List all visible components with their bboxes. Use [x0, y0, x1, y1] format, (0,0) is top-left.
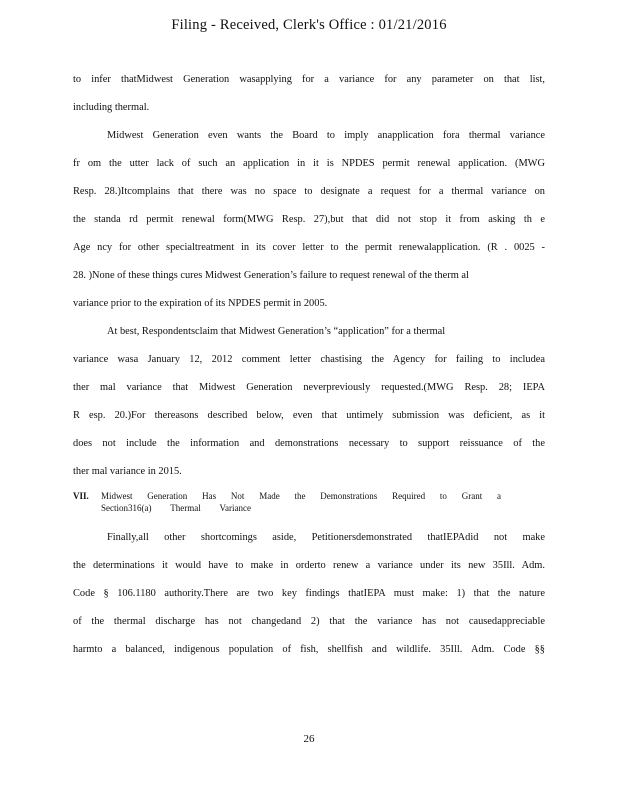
text-line: 28. )None of these things cures Midwest Generation’s failure to request renewal of the therm al — [73, 270, 469, 281]
document-body — [73, 66, 545, 664]
section-title-line-1: Midwest Generation Has Not Made the Demonstrations Required to Grant a — [101, 491, 501, 501]
text-line: does not include the information and demonstrations necessary to support reissuance of the — [73, 438, 545, 449]
page-number: 26 — [303, 733, 315, 745]
section-number: VII. — [73, 491, 89, 501]
text-line: Resp. 28.)Itcomplains that there was no space to designate a request for a thermal variance on — [73, 186, 545, 197]
text-line: of the thermal discharge has not changedand 2) that the variance has not causedappreciable — [73, 616, 545, 627]
text-line: At best, Respondentsclaim that Midwest Generation’s “application” for a thermal — [107, 326, 446, 337]
text-line: R esp. 20.)For thereasons described below, even that untimely submission was deficient, as it — [73, 410, 545, 421]
text-line: including thermal. — [73, 102, 150, 113]
text-line: variance prior to the expiration of its NPDES permit in 2005. — [73, 298, 328, 309]
text-line: fr om the utter lack of such an application in it is NPDES permit renewal application. (MWG — [73, 158, 545, 169]
text-line: harmto a balanced, indigenous population of fish, shellfish and wildlife. 35Ill. Adm. Code §§ — [73, 644, 545, 655]
text-line: to infer thatMidwest Generation wasapplying for a variance for any parameter on that list, — [73, 74, 545, 85]
text-line: ther mal variance in 2015. — [73, 466, 182, 477]
text-line: Age ncy for other specialtreatment in its cover letter to the permit renewalapplication. (R . 0025 - — [73, 242, 545, 253]
text-line: variance wasa January 12, 2012 comment letter chastising the Agency for failing to includea — [73, 354, 545, 365]
text-line: the determinations it would have to make in orderto renew a variance under its new 35Ill. Adm. — [73, 560, 545, 571]
text-line: Midwest Generation even wants the Board to imply anapplication fora thermal variance — [107, 130, 545, 141]
section-heading — [73, 486, 545, 518]
text-line: Finally,all other shortcomings aside, Petitionersdemonstrated thatIEPAdid not make — [107, 532, 545, 543]
section-title-line-2: Section316(a) Thermal Variance — [101, 503, 251, 513]
text-line: the standa rd permit renewal form(MWG Resp. 27),but that did not stop it from asking th e — [73, 214, 545, 225]
text-line: ther mal variance that Midwest Generation neverpreviously requested.(MWG Resp. 28; IEPA — [73, 382, 545, 393]
text-line: Code § 106.1180 authority.There are two key findings thatIEPA must make: 1) that the nature — [73, 588, 545, 599]
filing-header: Filing - Received, Clerk's Office : 01/21/2016 — [171, 17, 447, 33]
